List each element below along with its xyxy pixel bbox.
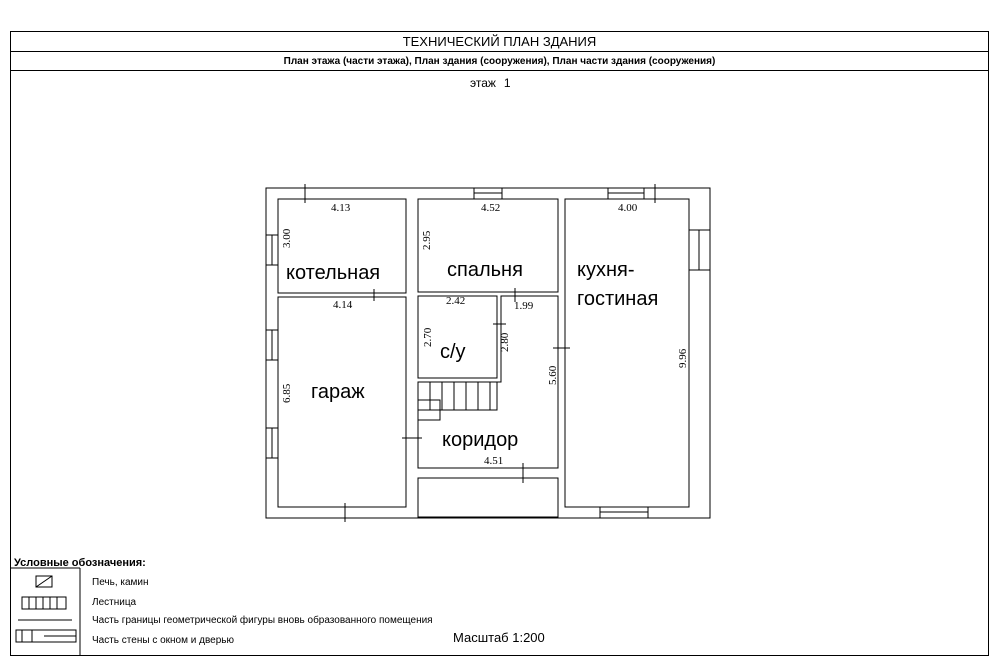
dim-bedroom-height: 2.95 [421,230,433,250]
porch-outline [418,478,558,517]
dim-wc-width: 2.42 [446,295,466,307]
wall-window-door-icon [16,630,76,642]
room-label-corridor: коридор [442,429,519,451]
dim-wc-height-left: 2.70 [422,327,434,347]
dim-corridor-top-width: 1.99 [514,300,534,312]
room-label-kitchen-2: гостиная [577,288,659,310]
dim-garage-height: 6.85 [281,383,293,403]
dim-corridor-height: 5.60 [547,365,559,385]
room-label-kitchen-1: кухня- [577,259,635,281]
room-label-bedroom: спальня [447,259,523,281]
dim-wc-height-right: 2.80 [499,332,511,352]
floor-word: этаж [470,76,496,90]
room-label-wc: с/у [440,341,466,363]
sheet-title: ТЕХНИЧЕСКИЙ ПЛАН ЗДАНИЯ [10,31,989,52]
dim-corridor-width: 4.51 [484,455,504,467]
door-marks [305,184,655,522]
room-label-garage: гараж [311,381,365,403]
legend-title: Условные обозначения: [14,557,146,569]
room-label-boiler: котельная [286,262,381,284]
floor-number: 1 [503,76,511,90]
legend-item-wall: Часть стены с окном и дверью [92,635,234,646]
dim-kitchen-width: 4.00 [618,202,638,214]
stairs-icon [22,597,66,609]
legend-item-stove: Печь, камин [92,577,149,588]
staircase [418,382,497,420]
dim-kitchen-height: 9.96 [677,348,689,368]
dim-garage-width: 4.14 [333,299,353,311]
kitchen-outline [565,199,689,507]
scale-label: Масштаб 1:200 [453,630,545,645]
dim-boiler-height: 3.00 [281,228,293,248]
legend-symbols [10,568,80,656]
dim-boiler-width: 4.13 [331,202,351,214]
legend-item-boundary: Часть границы геометрической фигуры вновь образованного помещения [92,615,433,626]
legend-item-stairs: Лестница [92,597,137,608]
sheet-subtitle: План этажа (части этажа), План здания (сооружения), План части здания (сооружения) [10,52,989,71]
dim-bedroom-width: 4.52 [481,202,501,214]
